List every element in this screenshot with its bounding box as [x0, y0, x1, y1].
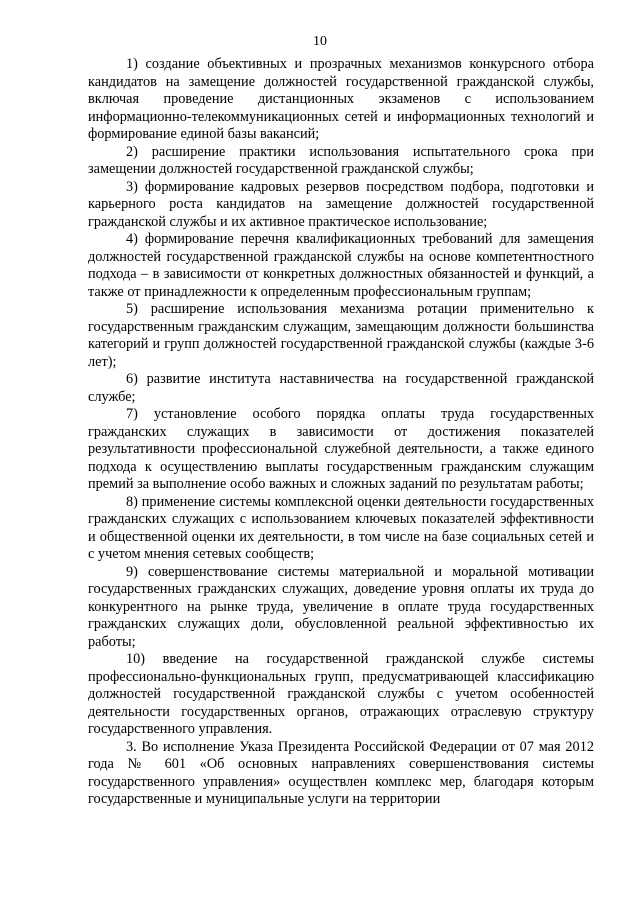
paragraph-item-1: 1) создание объективных и прозрачных механизмов конкурсного отбора кандидатов на замещение должностей государственной гражданской службы, включая проведение дистанционных экзаменов с использованием информационно-телекоммуникационных сетей и информационных технологий и формирование единой базы вакансий; — [88, 56, 594, 142]
paragraph-item-4: 4) формирование перечня квалификационных требований для замещения должностей государственной гражданской службы на основе компетентностного подхода – в зависимости от конкретных должностных обязанностей и функций, а также от принадлежности к определенным профессиональным группам; — [88, 231, 594, 300]
paragraph-item-6: 6) развитие института наставничества на государственной гражданской службе; — [88, 371, 594, 405]
paragraph-item-9: 9) совершенствование системы материальной и моральной мотивации государственных гражданских служащих, доведение уровня оплаты их труда до конкурентного на рынке труда, увеличение в оплате труда государственных гражданских служащих доли, обусловленной реальной эффективностью их работы; — [88, 563, 594, 650]
paragraph-item-7: 7) установление особого порядка оплаты труда государственных гражданских служащих в зависимости от достижения показателей результативности профессиональной служебной деятельности, а также единого подхода к осуществлению выплаты государственным гражданским служащим премий за выполнение особо важных и сложных заданий по результатам работы; — [88, 406, 594, 492]
page-number: 10 — [313, 34, 327, 49]
document-body — [88, 56, 594, 809]
paragraph-item-10: 10) введение на государственной гражданской службе системы профессионально-функциональных групп, предусматривающей классификацию должностей государственной гражданской службы с учетом особенностей деятельности государственных органов, отражающих отраслевую структуру государственного управления. — [88, 651, 594, 737]
paragraph-item-2: 2) расширение практики использования испытательного срока при замещении должностей государственной гражданской службы; — [88, 143, 594, 177]
paragraph-item-5: 5) расширение использования механизма ротации применительно к государственным гражданским служащим, замещающим должности большинства категорий и групп должностей государственной гражданской службы (каждые 3-6 лет); — [88, 301, 594, 370]
paragraph-item-3: 3) формирование кадровых резервов посредством подбора, подготовки и карьерного роста кандидатов на замещение должностей государственной гражданской службы и их активное практическое использование; — [88, 178, 594, 230]
paragraph-section-3: 3. Во исполнение Указа Президента Российской Федерации от 07 мая 2012 года № 601 «Об основных направлениях совершенствования системы государственного управления» осуществлен комплекс мер, благодаря которым государственные и муниципальные услуги на территории — [88, 738, 594, 807]
paragraph-item-8: 8) применение системы комплексной оценки деятельности государственных гражданских служащих с использованием ключевых показателей эффективности и общественной оценки их деятельности, в том числе на базе социальных сетей и с учетом мнения сетевых сообществ; — [88, 493, 594, 562]
